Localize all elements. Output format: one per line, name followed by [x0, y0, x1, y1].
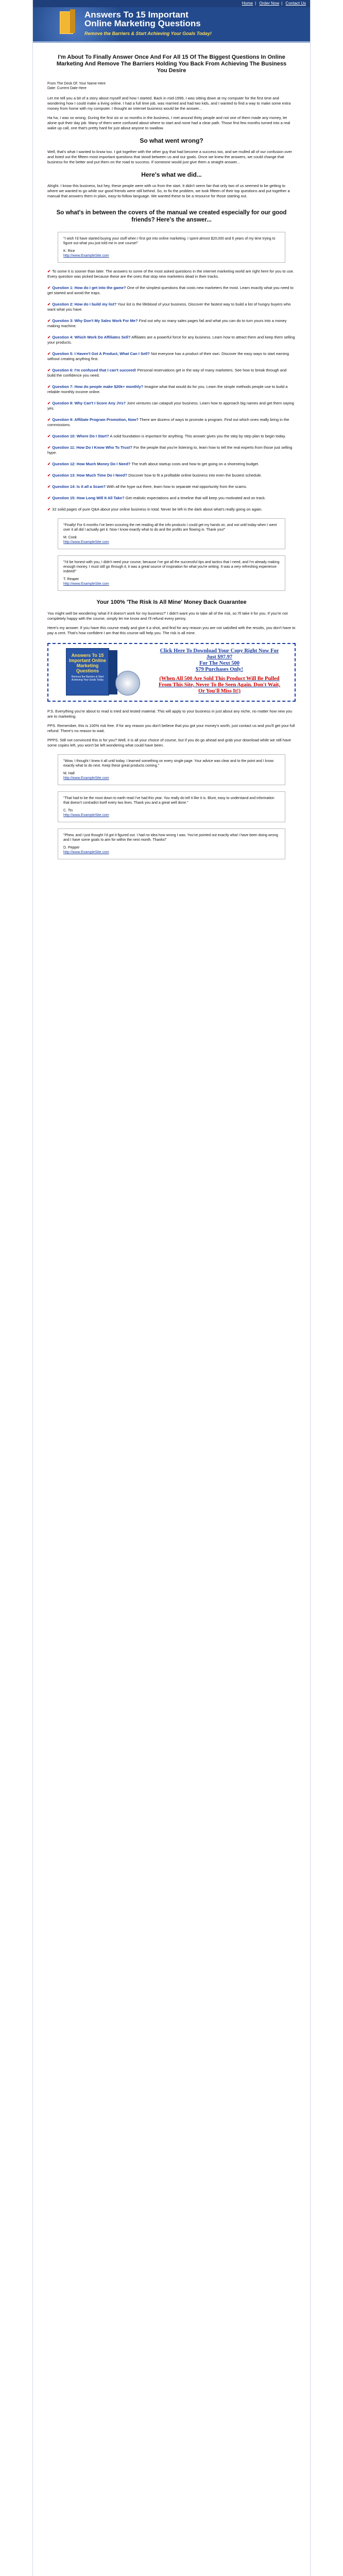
cd-disc-icon — [115, 671, 140, 696]
guarantee-heading: Your 100% 'The Risk Is All Mine' Money Back Guarantee — [96, 599, 247, 605]
question-title: Question 11: How Do I Know Who To Trust? — [52, 445, 132, 450]
testimonial-link[interactable]: http://www.ExampleSite.com — [63, 776, 109, 780]
question-item — [47, 462, 296, 467]
testimonial-name: D. Pepper — [63, 846, 80, 850]
nav-contact-link[interactable]: Contact Us — [285, 1, 306, 6]
header-title — [84, 10, 201, 28]
ps-paragraph: PPPS. Still not convinced this is for you? Well, it is all your choice of course, but if you do go ahead and grab your download while we still have some copies left, you won't be left wondering what could have been. — [47, 738, 291, 748]
date-line: Date: Current Date Here — [47, 87, 87, 90]
question-description: Your list is the lifeblood of your business. Discover the fastest way to build a list of hungry buyers who want what you have. — [47, 302, 291, 312]
check-icon: ✔ — [47, 302, 51, 307]
check-icon: ✔ — [47, 401, 51, 405]
check-icon: ✔ — [47, 484, 51, 489]
question-title: Question 5: I Haven't Got A Product, What Can I Sell? — [52, 351, 150, 356]
question-title: Question 13: How Much Time Do I Need? — [52, 473, 128, 478]
question-item — [47, 368, 296, 378]
ps-paragraph: P.S. Everything you're about to read is tried and tested material. This will apply to your business in just about any niche, no matter how new you are to marketing. — [47, 709, 293, 719]
check-icon: ✔ — [47, 507, 51, 512]
check-icon: ✔ — [47, 434, 51, 438]
question-description: A solid foundation is important for anything. This answer gives you the step by step plan to begin today. — [110, 434, 286, 438]
question-title: Question 7: How do people make $20k+ monthly? — [52, 384, 144, 389]
nav-home-link[interactable]: Home — [242, 1, 253, 6]
section-paragraph: Well, that's what I wanted to know too. I got together with the other guy that had become a success too, and we mulled all of our confusion over and listed out the fifteen most important questions that stood between us and our goals. Once we knew the answers, we could change that business for the better and put them on the road to success. If someone would just give them a straight answer... — [47, 149, 292, 164]
check-icon: ✔ — [47, 473, 51, 478]
product-image — [66, 648, 131, 694]
check-icon: ✔ — [47, 351, 51, 356]
testimonial-text: "That had to be the most down to earth read I've had this year. You really do tell it like it is. Blunt, easy to understand and information that doesn't contradict itself every two lines. Thank you and a great well done." — [63, 796, 275, 805]
intro-paragraph: Ha ha, I was so wrong. During the first six or so months in the business, I met around thirty people and not one of them made any money, let alone quit their day job. Many of them were confused about where to start and none had a clear path. Those first few months turned into a real wake up call, one that's pretty hard for just about anyone to swallow. — [47, 115, 290, 130]
buy-warning: (When All 500 Are Sold This Product Will Be Pulled From This Site, Never To Be Seen Again. Don't Wait, Or You'll Miss It!) — [158, 676, 281, 694]
section-heading: So what went wrong? — [140, 137, 203, 144]
question-title: Question 3: Why Don't My Sales Work For Me? — [52, 318, 138, 323]
testimonial-link[interactable]: http://www.ExampleSite.com — [63, 814, 109, 817]
question-title: Question 6: I'm confused that I can't succeed! — [52, 368, 136, 372]
question-description: Joint ventures can catapult your business. Learn how to approach big names and get them saying yes. — [47, 401, 294, 411]
testimonial-text: "I wish I'd have started buying your stuff when I first got into online marketing. I spent almost $20,000 and 6 years of my time trying to figure out what you just told me in one course!" — [63, 237, 276, 245]
page-container — [32, 0, 311, 2576]
question-description: Discover how to fit a profitable online business into even the busiest schedule. — [128, 473, 262, 478]
from-line: From The Desk Of: Your Name Here — [47, 82, 106, 86]
check-icon: ✔ — [47, 417, 51, 422]
buy-line2: For The Next 500 — [199, 660, 240, 666]
question-title: Question 10: Where Do I Start? — [52, 434, 109, 438]
question-title: Question 9: Affiliate Program Promotion, Now? — [52, 417, 139, 422]
testimonial-text: "Wow, I thought I knew it all until today. I learned something on every single page. Your advice was clear and to the point and I know exactly what to do next. Keep these great products coming." — [63, 759, 274, 768]
check-icon: ✔ — [47, 285, 51, 290]
question-description: Get realistic expectations and a timeline that will keep you motivated and on track. — [125, 496, 266, 500]
check-icon: ✔ — [47, 445, 51, 450]
testimonial-box — [58, 232, 285, 263]
buy-now-link[interactable] — [158, 648, 281, 694]
testimonial-link[interactable]: http://www.ExampleSite.com — [63, 851, 109, 854]
header-banner — [33, 7, 310, 43]
product-box-front — [66, 648, 109, 696]
question-item — [47, 496, 296, 501]
testimonial-box — [58, 828, 285, 859]
question-item — [47, 302, 296, 312]
header-subtitle: Remove the Barriers & Start Achieving Your Goals Today! — [84, 31, 212, 36]
check-icon: ✔ — [47, 269, 51, 274]
testimonial-link[interactable]: http://www.ExampleSite.com — [63, 582, 109, 586]
question-title: Question 8: Why Can't I Score Any JVs? — [52, 401, 126, 405]
page-headline: I'm About To Finally Answer Once And For All 15 Of The Biggest Questions In Online Marketing And Remove The Barriers Holding You Back From Achieving The Business You Desire — [56, 54, 287, 74]
question-description: Affiliates are a powerful force for any business. Learn how to attract them and keep them selling your products. — [47, 335, 295, 345]
testimonial-link[interactable]: http://www.ExampleSite.com — [63, 540, 109, 544]
check-icon: ✔ — [47, 496, 51, 500]
questions-outro-text: 32 solid pages of pure Q&A about your online business in total. Never be left in the dark about what's really going on again. — [52, 507, 263, 512]
question-title: Question 2: How do I build my list? — [52, 302, 117, 307]
check-icon: ✔ — [47, 462, 51, 466]
question-item — [47, 318, 296, 329]
question-description: There are dozens of ways to promote a program. Find out which ones really bring in the commissions. — [47, 417, 289, 427]
question-description: For the people that you're listening to, learn how to tell the real experts from those just selling hype. — [47, 445, 293, 455]
question-item — [47, 285, 296, 296]
question-item — [47, 417, 296, 428]
testimonial-text: "I'd be honest with you, I didn't need your course, because I've got all the successful tips and tactics that I need, and I'm already making enough money. I must still go through it, it was a great source of inspiration for what you're writing. It was a very refreshing experience indeed!" — [63, 561, 280, 573]
section-paragraph: Alright. I know this business, but hey, these people were with us from the start. It didn't seem fair that only two of us seemed to be getting to where we wanted to go while our good friends were still behind. So, to fix the problem, we took fifteen of their top questions and put together a manual that answers them in plain, easy-to-follow language. We wanted these to be a resource for those starting out. — [47, 183, 290, 198]
question-title: Question 15: How Long Will It All Take? — [52, 496, 125, 500]
header-title-line2: Online Marketing Questions — [84, 19, 201, 28]
question-description: Not everyone has a product of their own. Discover the easy ways to start earning without creating anything first. — [47, 351, 289, 361]
buy-line1: Click Here To Download Your Copy Right Now For Just $97.97 — [160, 648, 279, 660]
question-item — [47, 384, 296, 395]
question-title: Question 4: Which Work Do Affiliates Sell? — [52, 335, 131, 340]
product-title: Answers To 15 Important Online Marketing Questions — [69, 653, 106, 673]
testimonial-text: "Finally! For 6 months I've been scouring the net reading all the info products I could get my hands on, and not until today when I went over it all did I actually get it. Now I know exactly what to do and the profits are flowing in. Thank you!" — [63, 523, 277, 532]
letter-meta — [47, 81, 296, 91]
testimonial-text: "Phew, and I just thought I'd got it figured out. I had no idea how wrong I was. You've pointed out exactly what I have been doing wrong and I have some goals to aim for within the next month. Thanks!" — [63, 834, 278, 842]
testimonial-name: T. Reaper — [63, 578, 79, 581]
question-item — [47, 484, 296, 489]
questions-list — [47, 285, 296, 501]
testimonial-name: M. Hall — [63, 772, 75, 775]
guarantee-paragraph: Here's my answer. If you have this course ready and give it a shot, and find for any reason you are not satisfied with the results, you don't have to pay a cent. That's how confident I am that this course will help you. The risk is all mine. — [47, 625, 296, 635]
question-description: Imagine what that would do for you. Learn the simple methods people use to build a reliable monthly income online. — [47, 384, 288, 394]
section-heading: Here's what we did... — [141, 171, 202, 178]
ps-paragraph: PPS. Remember, this is 100% risk free. If for any reason you don't believe that you got your money's worth, just contact us and you'll get your full refund. There's no reason to wait. — [47, 723, 295, 733]
product-subtitle: Remove the Barriers & Start Achieving Your Goals Today — [71, 675, 104, 682]
questions-intro — [47, 269, 296, 279]
check-icon: ✔ — [47, 318, 51, 323]
question-description: The truth about startup costs and how to get going on a shoestring budget. — [131, 462, 260, 466]
question-item — [47, 434, 296, 439]
question-item — [47, 473, 296, 478]
check-icon: ✔ — [47, 384, 51, 389]
check-icon: ✔ — [47, 335, 51, 340]
testimonial-box — [58, 518, 285, 549]
nav-order-link[interactable]: Order Now — [259, 1, 280, 6]
testimonial-name: M. Cook — [63, 536, 77, 539]
testimonial-name: K. Rice — [63, 249, 75, 253]
product-box-side-icon — [70, 9, 75, 33]
testimonial-name: C. Tin — [63, 809, 73, 812]
nav-separator: | — [281, 1, 283, 6]
intro-paragraph: Let me tell you a bit of a story about myself and how I started. Back in mid-1999, I was sitting down at my computer for the first time and wondering how I could make a living online. I had a full time job, was married and had two kids, and I wanted to find a way to make some extra money from home with my computer. I thought an internet business would be the answer... — [47, 96, 291, 111]
testimonial-box — [58, 791, 285, 822]
top-nav — [33, 0, 310, 7]
question-title: Question 14: Is it all a Scam? — [52, 484, 106, 489]
question-description: With all the hype out there, learn how to separate real opportunity from the scams. — [107, 484, 247, 489]
question-item — [47, 401, 296, 411]
question-description: Find out why so many sales pages fail and what you can do to turn yours into a money making machine. — [47, 318, 287, 328]
question-description: Personal reservations get in the way of many marketers. See how to break through and build the confidence you need. — [47, 368, 287, 378]
question-item — [47, 335, 296, 345]
testimonial-link[interactable]: http://www.ExampleSite.com — [63, 254, 109, 258]
testimonial-box — [58, 754, 285, 785]
header-title-line1: Answers To 15 Important — [84, 10, 188, 20]
buy-line3: $79 Purchases Only! — [196, 667, 243, 672]
question-description: One of the simplest questions that costs new marketers the most. Learn exactly what you need to get started and avoid the traps. — [47, 285, 294, 295]
questions-outro — [47, 507, 296, 512]
question-title: Question 1: How do I get into the game? — [52, 285, 126, 290]
check-icon: ✔ — [47, 368, 51, 372]
testimonial-box — [58, 555, 285, 591]
question-item — [47, 445, 296, 455]
guarantee-paragraph: You might well be wondering 'what if it doesn't work for my business?' I didn't want you to take all of the risk, so I'll take it for you. If you're not completely happy with the course, simply let me know and I'll refund every penny. — [47, 611, 288, 621]
buy-box — [47, 643, 296, 702]
questions-intro-text: To some it is sooner than later. The answers to some of the most asked questions in the internet marketing world are right here for you to use. Every question was picked because these are the ones that stop new marketers dead in their tracks. — [47, 269, 294, 279]
section-heading: So what's in between the covers of the manual we created especially for our good friends? Here's the answer... — [56, 210, 287, 223]
question-item — [47, 351, 296, 362]
main-content — [33, 43, 310, 859]
question-title: Question 12: How Much Money Do I Need? — [52, 462, 131, 466]
nav-separator: | — [255, 1, 256, 6]
